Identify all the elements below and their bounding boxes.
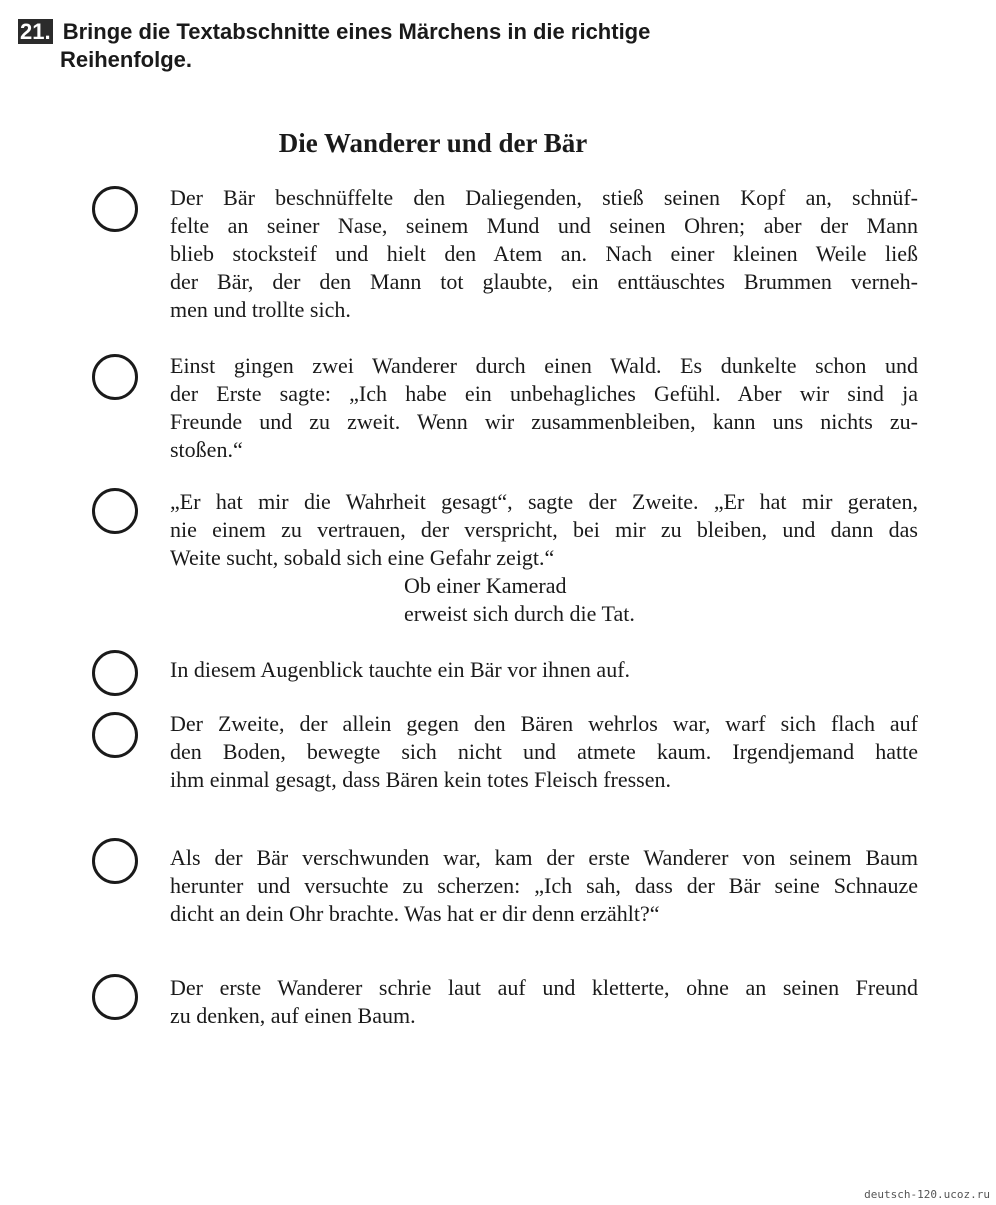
paragraph-line: Einst gingen zwei Wanderer durch einen Wald. Es dunkelte schon und — [170, 353, 918, 378]
paragraph-line: Der erste Wanderer schrie laut auf und kletterte, ohne an seinen Freund — [170, 975, 918, 1000]
paragraph-6-text — [170, 844, 918, 928]
paragraph-4-text — [170, 656, 918, 684]
verse-line-2: erweist sich durch die Tat. — [404, 601, 635, 626]
paragraph-line: den Boden, bewegte sich nicht und atmete kaum. Irgendjemand hatte — [170, 739, 918, 764]
order-circle-3[interactable] — [92, 488, 138, 534]
paragraph-line: blieb stocksteif und hielt den Atem an. Nach einer kleinen Weile ließ — [170, 241, 918, 266]
paragraph-line: Der Bär beschnüffelte den Daliegenden, stieß seinen Kopf an, schnüf- — [170, 185, 918, 210]
paragraph-line: nie einem zu vertrauen, der verspricht, bei mir zu bleiben, und dann das — [170, 517, 918, 542]
paragraph-line: men und trollte sich. — [170, 297, 351, 322]
paragraph-line: felte an seiner Nase, seinem Mund und seinen Ohren; aber der Mann — [170, 213, 918, 238]
paragraph-line: zu denken, auf einen Baum. — [170, 1003, 416, 1028]
task-instruction-line-1: Bringe die Textabschnitte eines Märchens in die richtige — [62, 19, 651, 44]
task-instruction — [18, 18, 758, 74]
paragraph-line: ihm einmal gesagt, dass Bären kein totes Fleisch fressen. — [170, 767, 671, 792]
paragraph-line: dicht an dein Ohr brachte. Was hat er dir denn erzählt?“ — [170, 901, 660, 926]
paragraph-line: der Bär, der den Mann tot glaubte, ein enttäuschtes Brummen verneh- — [170, 269, 918, 294]
paragraph-line: „Er hat mir die Wahrheit gesagt“, sagte der Zweite. „Er hat mir geraten, — [170, 489, 918, 514]
verse-line-1: Ob einer Kamerad — [404, 573, 567, 598]
order-circle-1[interactable] — [92, 186, 138, 232]
order-circle-4[interactable] — [92, 650, 138, 696]
paragraph-line: stoßen.“ — [170, 437, 243, 462]
order-circle-2[interactable] — [92, 354, 138, 400]
paragraph-line: herunter und versuchte zu scherzen: „Ich sah, dass der Bär seine Schnauze — [170, 873, 918, 898]
paragraph-1-text — [170, 184, 918, 324]
paragraph-line: Freunde und zu zweit. Wenn wir zusammenbleiben, kann uns nichts zu- — [170, 409, 918, 434]
task-instruction-line-2: Reihenfolge. — [60, 47, 193, 72]
task-number: 21. — [20, 19, 51, 44]
paragraph-line: Als der Bär verschwunden war, kam der erste Wanderer von seinem Baum — [170, 845, 918, 870]
order-circle-6[interactable] — [92, 838, 138, 884]
paragraph-line: Weite sucht, sobald sich eine Gefahr zeigt.“ — [170, 545, 555, 570]
order-circle-5[interactable] — [92, 712, 138, 758]
paragraph-2-text — [170, 352, 918, 464]
order-circle-7[interactable] — [92, 974, 138, 1020]
story-title: Die Wanderer und der Bär — [278, 128, 588, 158]
paragraph-5-text — [170, 710, 918, 794]
paragraph-line: In diesem Augenblick tauchte ein Bär vor ihnen auf. — [170, 657, 631, 682]
paragraph-3-text — [170, 488, 918, 572]
paragraph-line: Der Zweite, der allein gegen den Bären wehrlos war, warf sich flach auf — [170, 711, 918, 736]
source-url: deutsch-120.ucoz.ru — [864, 1188, 990, 1201]
paragraph-line: der Erste sagte: „Ich habe ein unbehagliches Gefühl. Aber wir sind ja — [170, 381, 918, 406]
paragraph-7-text — [170, 974, 918, 1030]
